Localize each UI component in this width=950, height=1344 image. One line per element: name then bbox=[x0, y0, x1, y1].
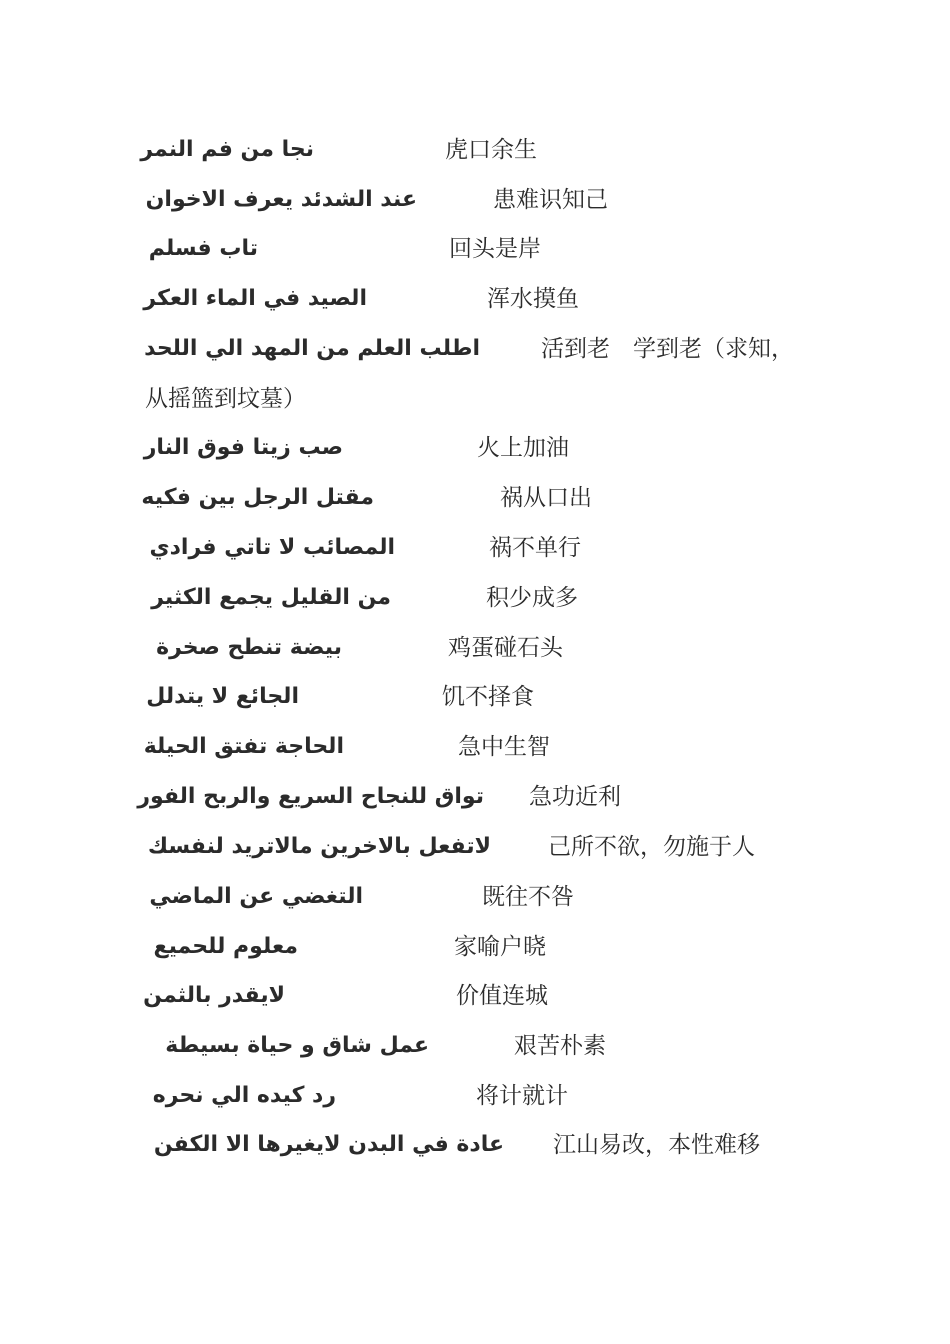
arabic-proverb: عمل شاق و حياة بسيطة bbox=[165, 1033, 429, 1058]
chinese-idiom-continuation: 从摇篮到坟墓） bbox=[145, 386, 306, 412]
chinese-idiom: 价值连城 bbox=[456, 983, 548, 1009]
list-item bbox=[0, 530, 950, 566]
chinese-idiom: 急功近利 bbox=[529, 784, 621, 810]
list-item bbox=[0, 331, 950, 367]
chinese-idiom: 鸡蛋碰石头 bbox=[448, 635, 563, 661]
list-item bbox=[0, 132, 950, 168]
list-item bbox=[0, 182, 950, 218]
arabic-proverb: بيضة تنطح صخرة bbox=[156, 635, 342, 660]
list-item bbox=[0, 630, 950, 666]
chinese-idiom: 活到老 学到老（求知， bbox=[541, 336, 794, 362]
arabic-proverb: اطلب العلم من المهد الي اللحد bbox=[144, 336, 480, 361]
chinese-idiom: 祸从口出 bbox=[500, 485, 592, 511]
arabic-proverb: تواق للنجاح السريع والربح الفور bbox=[137, 784, 484, 809]
list-item bbox=[0, 1078, 950, 1114]
arabic-proverb: معلوم للحميع bbox=[153, 934, 298, 959]
list-item bbox=[0, 729, 950, 765]
arabic-proverb: الحاجة تفتق الحيلة bbox=[143, 734, 344, 759]
chinese-idiom: 己所不欲，勿施于人 bbox=[548, 834, 755, 860]
arabic-proverb: من القليل يجمع الكثير bbox=[151, 585, 391, 610]
chinese-idiom: 既往不咎 bbox=[482, 884, 574, 910]
arabic-proverb: الجائع لا يتدلل bbox=[146, 684, 299, 709]
chinese-idiom: 家喻户晓 bbox=[454, 934, 546, 960]
arabic-proverb: صب زيتا فوق النار bbox=[143, 435, 343, 460]
arabic-proverb: لايقدر بالثمن bbox=[143, 983, 285, 1008]
chinese-idiom: 急中生智 bbox=[458, 734, 550, 760]
chinese-idiom: 火上加油 bbox=[477, 435, 569, 461]
list-item bbox=[0, 779, 950, 815]
chinese-idiom: 积少成多 bbox=[486, 585, 578, 611]
list-item bbox=[0, 281, 950, 317]
list-item bbox=[0, 978, 950, 1014]
list-item bbox=[0, 679, 950, 715]
chinese-idiom: 饥不择食 bbox=[442, 684, 534, 710]
list-item bbox=[0, 879, 950, 915]
list-item bbox=[0, 829, 950, 865]
list-item bbox=[0, 231, 950, 267]
list-item bbox=[0, 929, 950, 965]
chinese-idiom: 患难识知己 bbox=[493, 187, 608, 213]
chinese-idiom: 虎口余生 bbox=[445, 137, 537, 163]
arabic-proverb: تاب فسلم bbox=[148, 236, 258, 261]
arabic-proverb: عند الشدئد يعرف الاخوان bbox=[145, 187, 417, 212]
arabic-proverb: المصائب لا تاتي فرادي bbox=[149, 535, 395, 560]
chinese-idiom: 浑水摸鱼 bbox=[487, 286, 579, 312]
list-item bbox=[0, 480, 950, 516]
arabic-proverb: نجا من فم النمر bbox=[140, 137, 314, 162]
arabic-proverb: مقتل الرجل بين فكيه bbox=[141, 485, 374, 510]
arabic-proverb: التغضي عن الماضي bbox=[149, 884, 363, 909]
chinese-idiom: 回头是岸 bbox=[449, 236, 541, 262]
chinese-idiom: 江山易改，本性难移 bbox=[553, 1132, 760, 1158]
list-item bbox=[0, 580, 950, 616]
list-item bbox=[0, 1127, 950, 1163]
chinese-idiom: 将计就计 bbox=[476, 1083, 568, 1109]
list-item bbox=[0, 430, 950, 466]
arabic-proverb: الصيد في الماء العكر bbox=[143, 286, 367, 311]
list-item bbox=[0, 1028, 950, 1064]
chinese-idiom: 祸不单行 bbox=[489, 535, 581, 561]
arabic-proverb: لاتفعل بالاخرين مالاتريد لنفسك bbox=[147, 834, 491, 859]
arabic-proverb: رد كيده الي نحره bbox=[152, 1083, 336, 1108]
chinese-idiom: 艰苦朴素 bbox=[514, 1033, 606, 1059]
arabic-proverb: عادة في البدن لايغيرها الا الكفن bbox=[153, 1132, 504, 1157]
